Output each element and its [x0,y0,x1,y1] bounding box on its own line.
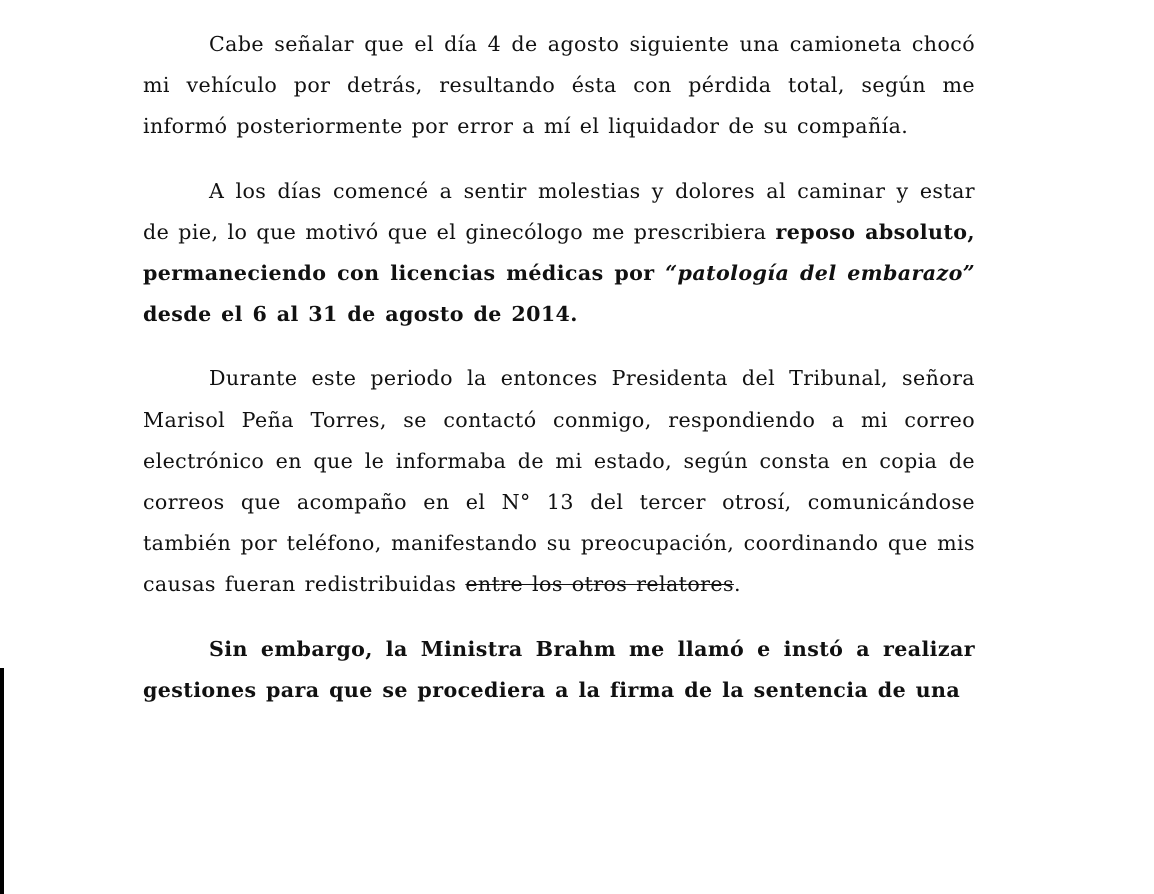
struck-text: entre los otros relatores [465,572,734,597]
paragraph-text: A los días comencé a sentir molestias y dolores al caminar y estar de pie, lo que motivó que el ginecólogo me prescribiera [143,178,975,244]
bold-text: Sin embargo, la Ministra Brahm me llamó e instó a realizar gestiones para que se procediera a la firma de la sentencia de una [143,636,975,702]
document-body [143,24,975,711]
bold-italic-quote: “patología del embarazo” [665,261,975,286]
paragraph-text: . [733,572,741,597]
paragraph-medical-leave [143,171,975,336]
paragraph-vehicle-accident [143,24,975,148]
bold-text: reposo absoluto, permaneciendo con licencias médicas por [143,219,975,286]
left-margin-rule [0,668,4,894]
paragraph-text: Durante este periodo la entonces Presidenta del Tribunal, señora Marisol Peña Torres, se contactó conmigo, respondiendo a mi correo electrónico en que le informaba de mi estado, según consta en copia de correos que acompaño en el N° 13 del tercer otrosí, comunicándose también por teléfono, manifestando su preocupación, coordinando que mis causas fueran redistribuidas [143,366,975,597]
paragraph-text: Cabe señalar que el día 4 de agosto siguiente una camioneta chocó mi vehículo por detrás, resultando ésta con pérdida total, según me informó posteriormente por error a mí el liquidador de su compañía. [143,32,975,139]
paragraph-minister-call [143,629,975,711]
paragraph-president-contact [143,358,975,605]
bold-text: desde el 6 al 31 de agosto de 2014. [143,302,578,327]
